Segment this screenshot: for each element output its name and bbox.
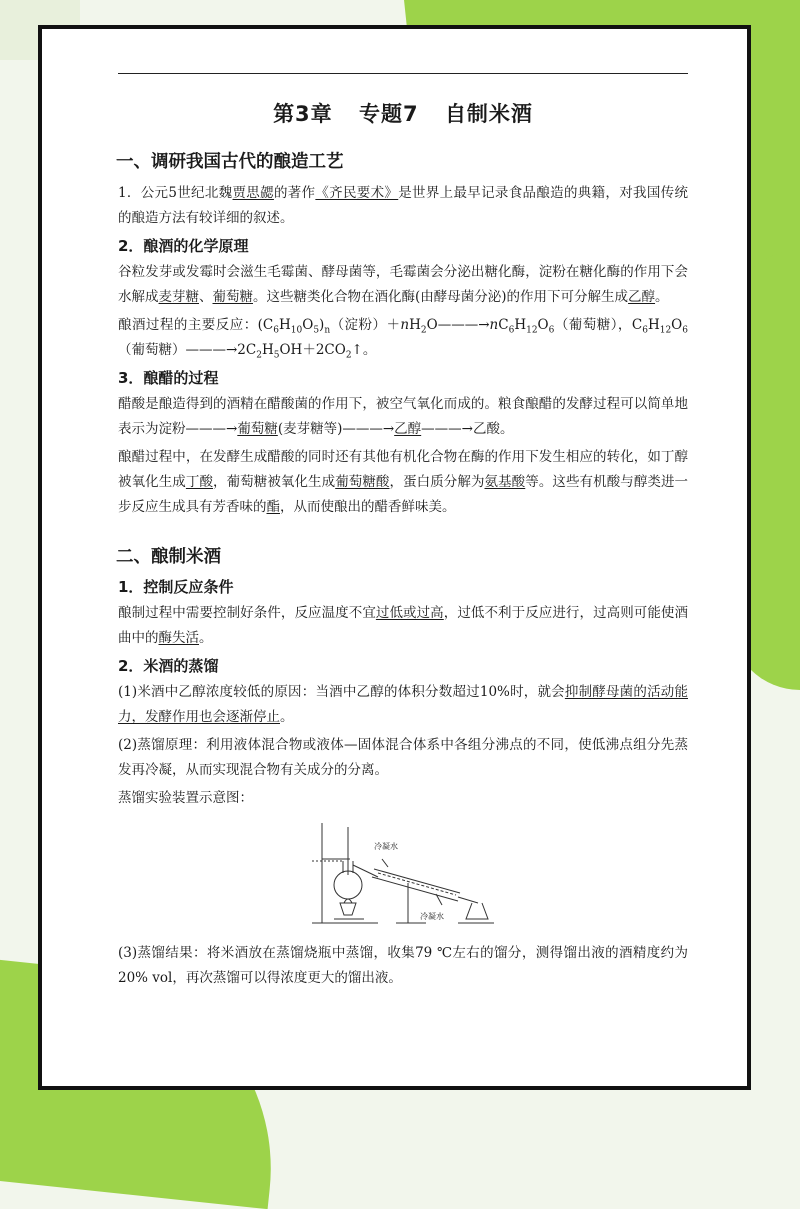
title-topic: 专题7 — [359, 102, 419, 126]
paragraph-s2-p5: (3)蒸馏结果：将米酒放在蒸馏烧瓶中蒸馏，收集79 ℃左右的馏分，测得馏出液的酒精度约为20% vol，再次蒸馏可以得浓度更大的馏出液。 — [118, 945, 688, 986]
condenser-water-label-bottom: 冷凝水 — [420, 912, 444, 921]
paragraph-s2-p4: 蒸馏实验装置示意图： — [118, 790, 253, 806]
section-heading-1: 一、调研我国古代的酿造工艺 — [116, 152, 344, 172]
paragraph-s1-p1: 1．公元5世纪北魏贾思勰的著作《齐民要术》是世界上最早记录食品酿造的典籍，对我国传统的酿造方法有较详细的叙述。 — [118, 185, 688, 226]
condenser-water-label-top: 冷凝水 — [374, 842, 398, 851]
paragraph-s2-p3: (2)蒸馏原理：利用液体混合物或液体—固体混合体系中各组分沸点的不同，使低沸点组分先蒸发再冷凝，从而实现混合物有关成分的分离。 — [118, 737, 688, 778]
section-heading-2: 二、酿制米酒 — [116, 547, 221, 567]
page-title — [118, 98, 688, 128]
paragraph-s1-p5: 酿醋过程中，在发酵生成醋酸的同时还有其他有机化合物在酶的作用下发生相应的转化，如丁醇被氧化生成丁酸，葡萄糖被氧化生成葡萄糖酸，蛋白质分解为氨基酸等。这些有机酸与醇类进一步反应生成具有芳香味的酯，从而使酿出的醋香鲜味美。 — [118, 449, 689, 515]
subheading-vinegar-process: 3．酿醋的过程 — [118, 369, 219, 387]
document-page — [38, 25, 751, 1090]
subheading-chem-principle: 2．酿酒的化学原理 — [118, 237, 249, 255]
title-name: 自制米酒 — [444, 102, 533, 126]
subheading-reaction-conditions: 1．控制反应条件 — [118, 578, 234, 596]
paragraph-s2-p2: (1)米酒中乙醇浓度较低的原因：当酒中乙醇的体积分数超过10%时，就会抑制酵母菌的活动能力，发酵作用也会逐渐停止。 — [118, 684, 688, 725]
subheading-distillation: 2．米酒的蒸馏 — [118, 657, 219, 675]
distillation-apparatus-figure — [118, 819, 688, 929]
paragraph-s1-p2: 谷粒发芽或发霉时会滋生毛霉菌、酵母菌等，毛霉菌会分泌出糖化酶，淀粉在糖化酶的作用下会水解成麦芽糖、葡萄糖。这些糖类化合物在酒化酶(由酵母菌分泌)的作用下可分解生成乙醇。 — [118, 264, 688, 305]
distillation-apparatus-drawing — [308, 819, 498, 929]
paragraph-s2-p1: 酿制过程中需要控制好条件，反应温度不宜过低或过高，过低不利于反应进行，过高则可能使酒曲中的酶失活。 — [118, 605, 689, 646]
title-chapter: 第3章 — [273, 102, 333, 126]
page-content — [118, 73, 688, 994]
header-rule — [118, 73, 688, 74]
paragraph-reaction-equation: 酿酒过程的主要反应：$(C_6H_{10}O_5)_n$（淀粉）$+nH_2O———\to nC_6H_{12}O_6$（葡萄糖），$C_6H_{12}O_6$（葡萄糖）$———\to 2C_2H_5OH+2CO_2↑$。 — [118, 317, 688, 361]
paragraph-s1-p4: 醋酸是酿造得到的酒精在醋酸菌的作用下，被空气氧化而成的。粮食酿醋的发酵过程可以简单地表示为淀粉———→葡萄糖(麦芽糖等)———→乙醇———→乙酸。 — [118, 396, 688, 437]
